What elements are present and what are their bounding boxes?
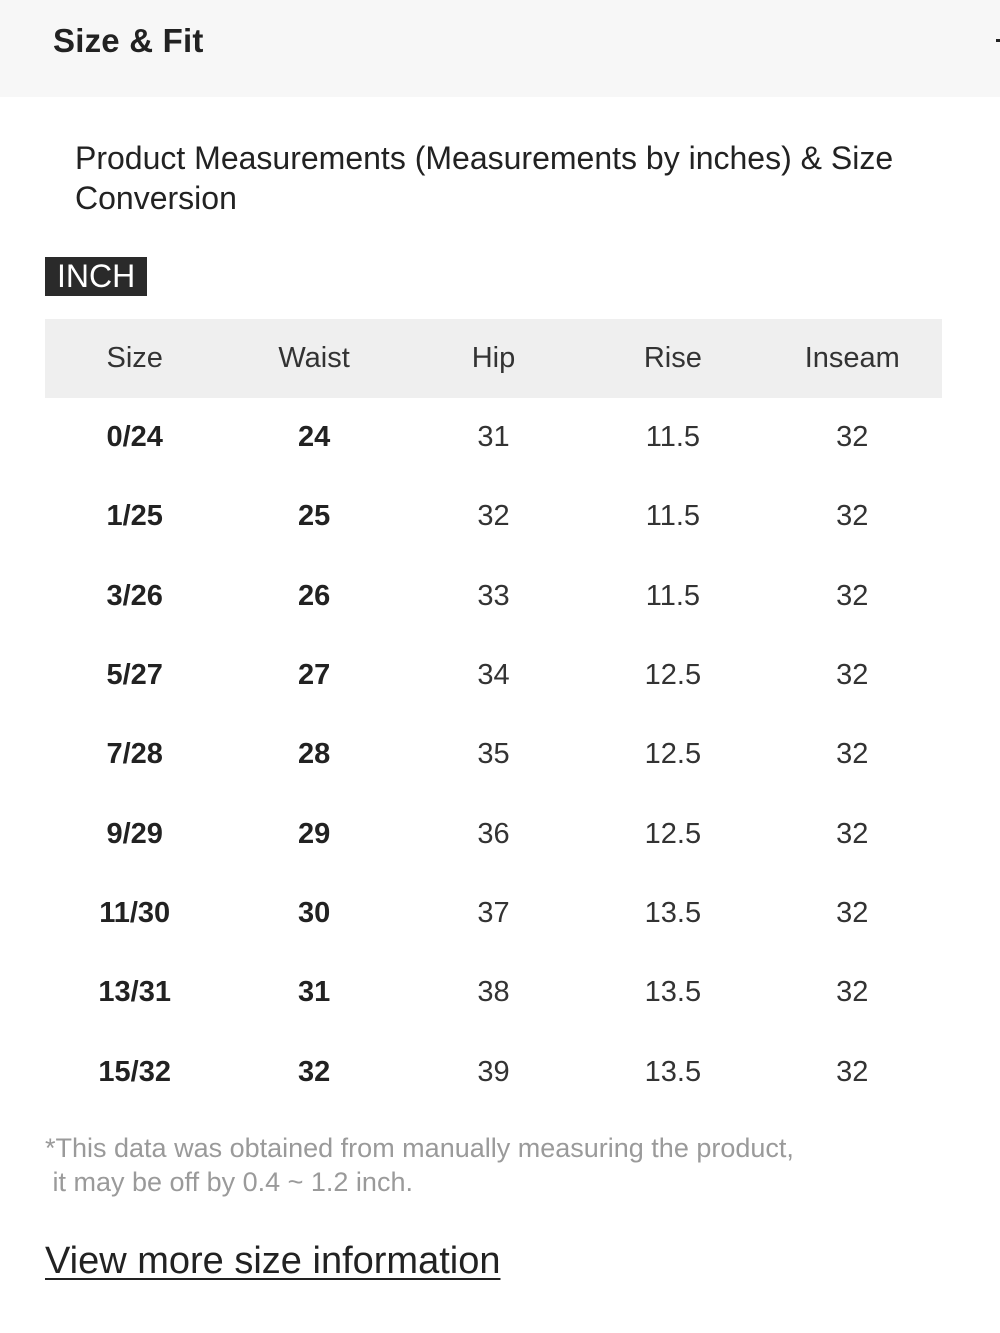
cell-rise: 11.5 [645,500,701,533]
table-header-row [45,319,942,398]
size-table [45,319,942,1112]
cell-waist: 28 [297,738,331,771]
cell-waist: 30 [297,896,331,929]
cell-inseam: 32 [836,738,869,771]
cell-inseam: 32 [836,1055,869,1088]
cell-rise: 12.5 [644,738,702,771]
cell-waist: 25 [297,500,331,533]
cell-rise: 13.5 [644,896,702,929]
cell-waist: 29 [297,817,331,850]
cell-rise: 12.5 [644,817,702,850]
disclaimer-line: *This data was obtained from manually measuring the product, [45,1133,794,1163]
measurements-subtitle: Product Measurements (Measurements by inches) & Size Conversion [75,140,894,216]
view-more-size-info-link[interactable]: View more size information [45,1240,501,1282]
table-row [45,1032,942,1111]
cell-hip: 35 [477,738,510,771]
table-row [45,715,942,794]
cell-waist: 24 [297,421,331,454]
cell-rise: 12.5 [644,659,702,692]
table-row [45,557,942,636]
cell-rise: 11.5 [645,579,701,612]
cell-inseam: 32 [836,976,869,1009]
table-row [45,794,942,873]
table-row [45,477,942,556]
cell-size: 15/32 [98,1055,171,1088]
cell-rise: 11.5 [645,421,701,454]
cell-size: 0/24 [106,421,163,454]
cell-inseam: 32 [836,896,869,929]
cell-hip: 34 [477,659,510,692]
cell-hip: 38 [477,976,510,1009]
measurement-disclaimer [45,1131,945,1199]
collapse-icon[interactable] [996,30,1000,50]
cell-hip: 37 [477,896,510,929]
cell-inseam: 32 [836,500,869,533]
table-row [45,398,942,477]
cell-size: 13/31 [98,976,171,1009]
cell-size: 1/25 [106,500,163,533]
unit-badge: INCH [45,257,147,296]
column-header-inseam: Inseam [763,319,942,398]
cell-size: 9/29 [106,817,163,850]
column-header-waist: Waist [224,319,403,398]
disclaimer-line: it may be off by 0.4 ~ 1.2 inch. [45,1167,413,1197]
cell-inseam: 32 [836,659,869,692]
cell-waist: 32 [297,1055,331,1088]
size-fit-header[interactable] [0,0,1000,97]
column-header-rise: Rise [583,319,762,398]
cell-waist: 27 [297,659,331,692]
table-row [45,874,942,953]
cell-rise: 13.5 [644,976,702,1009]
cell-hip: 31 [477,421,510,454]
cell-waist: 26 [297,579,331,612]
cell-inseam: 32 [836,421,869,454]
cell-size: 3/26 [106,579,163,612]
table-row [45,953,942,1032]
column-header-hip: Hip [404,319,583,398]
cell-hip: 33 [477,579,510,612]
cell-hip: 32 [477,500,510,533]
table-row [45,636,942,715]
cell-hip: 36 [477,817,510,850]
cell-waist: 31 [297,976,331,1009]
cell-rise: 13.5 [644,1055,702,1088]
cell-size: 7/28 [106,738,163,771]
cell-inseam: 32 [836,817,869,850]
column-header-size: Size [45,319,224,398]
cell-size: 5/27 [106,659,163,692]
cell-inseam: 32 [836,579,869,612]
cell-hip: 39 [477,1055,510,1088]
cell-size: 11/30 [99,896,171,929]
section-title: Size & Fit [53,22,204,59]
